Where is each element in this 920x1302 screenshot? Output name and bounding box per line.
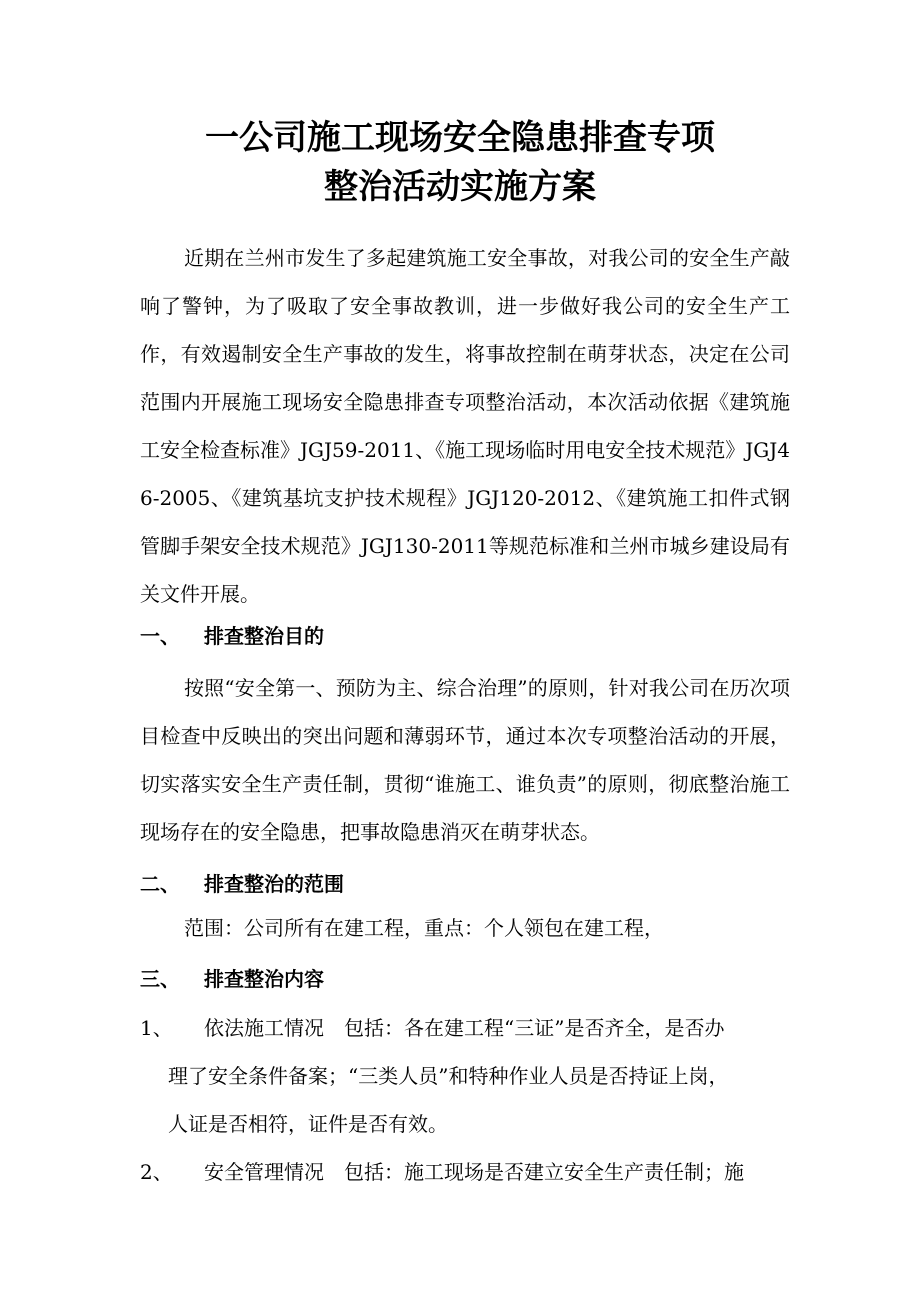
intro-paragraph: 近期在兰州市发生了多起建筑施工安全事故，对我公司的安全生产敲响了警钟，为了吸取了安全事故教训，进一步做好我公司的安全生产工作，有效遏制安全生产事故的发生，将事故控制在萌芽状态，决定在公司范围内开展施工现场安全隐患排查专项整治活动，本次活动依据《建筑施工安全检查标准》JGJ59-2011、《施工现场临时用电安全技术规范》JGJ46-2005、《建筑基坑支护技术规程》JGJ120-2012、《建筑施工扣件式钢管脚手架安全技术规范》JGJ130-2011等规范标准和兰州市城乡建设局有关文件开展。: [140, 246, 790, 606]
section-number: 一、: [140, 624, 180, 648]
item-text-line: 依法施工情况 包括：各在建工程“三证”是否齐全，是否办: [204, 1016, 725, 1040]
section-number: 三、: [140, 967, 180, 991]
section-number: 二、: [140, 872, 180, 896]
section-title: 排查整治内容: [204, 967, 324, 991]
document-title-line1: 一公司施工现场安全隐患排查专项: [205, 118, 715, 158]
purpose-paragraph: 按照“安全第一、预防为主、综合治理”的原则，针对我公司在历次项目检查中反映出的突出问题和薄弱环节，通过本次专项整治活动的开展，切实落实安全生产责任制，贯彻“谁施工、谁负责”的原则，彻底整治施工现场存在的安全隐患，把事故隐患消灭在萌芽状态。: [140, 676, 790, 844]
list-item: [140, 1004, 790, 1052]
section-title: 排查整治的范围: [204, 872, 344, 896]
item-text-line: 人证是否相符，证件是否有效。: [168, 1112, 448, 1136]
document-title-line2: 整治活动实施方案: [324, 167, 596, 207]
section-heading-scope: [140, 869, 344, 899]
list-item: [140, 1148, 790, 1196]
section-heading-content: [140, 964, 324, 994]
item-number: 1、: [140, 1016, 173, 1040]
item-text-line: 安全管理情况 包括：施工现场是否建立安全生产责任制；施: [204, 1160, 744, 1184]
item-text-line: 理了安全条件备案；“三类人员”和特种作业人员是否持证上岗，: [168, 1064, 729, 1088]
scope-paragraph: 范围：公司所有在建工程，重点：个人领包在建工程，: [184, 916, 664, 940]
section-heading-purpose: [140, 621, 324, 651]
item-number: 2、: [140, 1160, 173, 1184]
section-title: 排查整治目的: [204, 624, 324, 648]
